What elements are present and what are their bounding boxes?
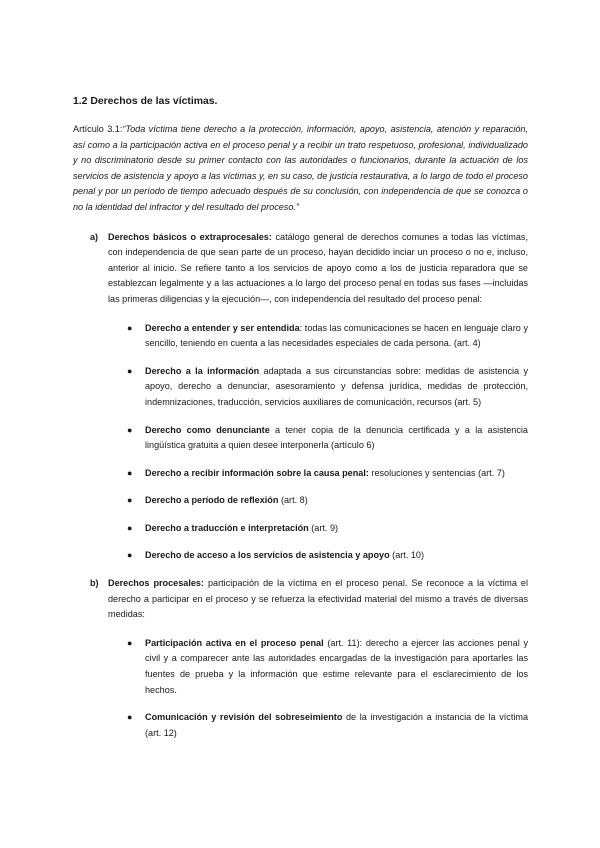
list-item (108, 493, 528, 509)
item-a-text: catálogo general de derechos comunes a todas las víctimas, con independencia de que sean parte de un proceso, hayan decidido inciar un proceso o no e, incluso, anterior al inicio. Se refiere tanto a los servicios de apoyo como a los de justicia reparadora que se establezcan legalmente y a las actuaciones a lo largo del proceso penal en todas sus fases —incluidas las primeras diligencias y la ejecución—, con independencia del resultado del proceso penal: (108, 231, 528, 304)
item-b-bullet-list (108, 636, 528, 742)
bullet-text: a tener copia de la denuncia certificada y a la asistencia lingüística gratuita a quien desee interponerla (artículo 6) (145, 424, 528, 451)
list-item (108, 423, 528, 454)
bullet-heading: Comunicación y revisión del sobreseimiento (145, 712, 343, 723)
bullet-heading: Derecho como denunciante (145, 424, 270, 435)
list-item (108, 636, 528, 698)
item-b (73, 576, 528, 741)
bullet-text: (art. 8) (278, 495, 308, 506)
bullet-icon: ● (127, 322, 133, 333)
bullet-icon: ● (127, 424, 133, 435)
bullet-heading: Derecho a la información (145, 365, 260, 376)
item-b-heading: Derechos procesales: (108, 578, 204, 589)
bullet-text: (art. 11): derecho a ejercer las acciones penal y civil y a comparecer ante las autoridades encargadas de la investigación para aportarles las fuentes de prueba y la información que estime relevante para el esclarecimiento de los hechos. (145, 637, 528, 695)
list-item (108, 521, 528, 537)
item-a-marker: a) (90, 231, 99, 242)
bullet-text: resoluciones y sentencias (art. 7) (368, 467, 505, 478)
section-title: 1.2 Derechos de las víctimas. (73, 96, 218, 107)
bullet-heading: Derecho a período de reflexión (145, 495, 279, 506)
item-b-marker: b) (90, 578, 99, 589)
list-item (108, 364, 528, 411)
bullet-heading: Derecho de acceso a los servicios de asistencia y apoyo (145, 550, 390, 561)
list-item (108, 710, 528, 741)
item-a-bullet-list (108, 321, 528, 565)
bullet-text: adaptada a sus circunstancias sobre: medidas de asistencia y apoyo, derecho a denunciar, asesoramiento y defensa jurídica, medidas de protección, indemnizaciones, traducción, servicios auxiliares de comunicación, recursos (art. 5) (145, 365, 528, 407)
bullet-heading: Derecho a recibir información sobre la causa penal: (145, 467, 369, 478)
bullet-icon: ● (127, 495, 133, 506)
list-item (108, 466, 528, 482)
list-item (108, 548, 528, 564)
item-b-text: participación de la víctima en el proceso penal. Se reconoce a la víctima el derecho a participar en el proceso y se refuerza la efectividad material del mismo a través de diversas medidas: (108, 578, 528, 620)
list-item (108, 321, 528, 352)
bullet-icon: ● (127, 365, 133, 376)
bullet-heading: Derecho a entender y ser entendida (145, 322, 300, 333)
bullet-icon: ● (127, 522, 133, 533)
item-a (73, 230, 528, 565)
bullet-heading: Participación activa en el proceso penal (145, 637, 324, 648)
bullet-text: de la investigación a instancia de la víctima (art. 12) (145, 712, 528, 738)
article-paragraph (73, 122, 528, 216)
bullet-text: (art. 10) (389, 550, 425, 561)
bullet-text: (art. 9) (308, 522, 339, 533)
document-page (73, 95, 528, 753)
bullet-icon: ● (127, 712, 133, 723)
bullet-heading: Derecho a traducción e interpretación (145, 522, 309, 533)
bullet-icon: ● (127, 467, 133, 478)
article-prefix: Artículo 3.1: (73, 124, 123, 134)
bullet-icon: ● (127, 637, 133, 648)
bullet-text: : todas las comunicaciones se hacen en lenguaje claro y sencillo, teniendo en cuenta a las necesidades especiales de cada persona. (art. 4) (145, 322, 528, 349)
bullet-icon: ● (127, 550, 133, 561)
article-quote: “Toda víctima tiene derecho a la protección, información, apoyo, asistencia, atención y reparación, así como a la participación activa en el proceso penal y a recibir un trato respetuoso, profesional, individualizado y no discriminatorio desde su primer contacto con las autoridades o funcionarios, durante la actuación de los servicios de asistencia y apoyo a las víctimas y, en su caso, de justicia restaurativa, a lo largo de todo el proceso penal y por un período de tiempo adecuado después de su conclusión, con independencia de que se conozca o no la identidad del infractor y del resultado del proceso.” (73, 124, 528, 212)
item-a-heading: Derechos básicos o extraprocesales: (108, 231, 272, 242)
